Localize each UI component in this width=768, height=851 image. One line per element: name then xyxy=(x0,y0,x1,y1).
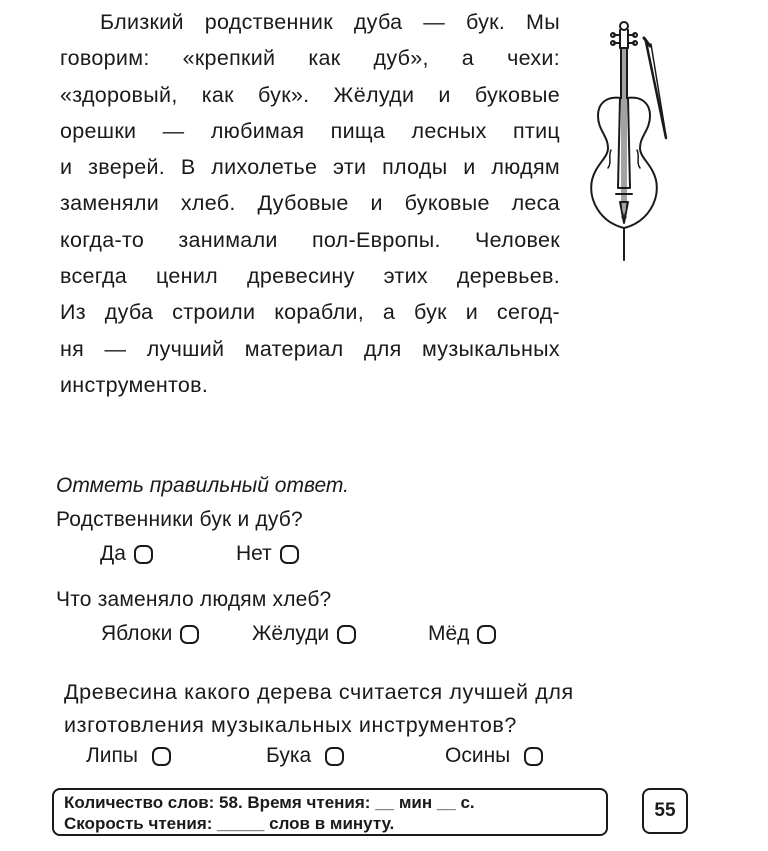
question-2: Что заменяло людям хлеб? xyxy=(56,588,332,611)
option-label: Нет xyxy=(236,542,272,565)
word-count-line: Количество слов: 58. Время чтения: __ мин __ с. xyxy=(64,793,475,812)
answer-checkbox[interactable] xyxy=(134,545,153,564)
passage-line: инструментов. xyxy=(60,372,209,397)
reading-stats-box xyxy=(52,788,608,836)
option-label: Жёлуди xyxy=(252,622,330,645)
option-label: Бука xyxy=(266,744,312,767)
option-label: Да xyxy=(100,542,126,565)
cello-icon xyxy=(578,18,678,263)
option-aspen[interactable] xyxy=(445,744,543,768)
answer-checkbox[interactable] xyxy=(180,625,199,644)
passage-line: заменяли хлеб. Дубовые и буковые леса xyxy=(60,191,560,216)
passage-line: орешки — любимая пища лесных птиц xyxy=(60,118,560,143)
passage-line: когда-то занимали пол-Европы. Человек xyxy=(60,227,560,252)
passage-line: ня — лучший материал для музыкальных xyxy=(60,336,560,361)
answer-checkbox[interactable] xyxy=(337,625,356,644)
option-linden[interactable] xyxy=(86,744,171,768)
question-3 xyxy=(64,676,574,742)
answer-checkbox[interactable] xyxy=(280,545,299,564)
passage-line: и зверей. В лихолетье эти плоды и людям xyxy=(60,155,560,180)
answer-checkbox[interactable] xyxy=(524,747,543,766)
answer-checkbox[interactable] xyxy=(477,625,496,644)
passage-line: Из дуба строили корабли, а бук и сегод- xyxy=(60,300,560,325)
question-line: Древесина какого дерева считается лучшей для xyxy=(64,680,574,704)
reading-speed-line: Скорость чтения: _____ слов в минуту. xyxy=(64,814,395,833)
question-1: Родственники бук и дуб? xyxy=(56,508,303,531)
option-label: Осины xyxy=(445,744,511,767)
answer-checkbox[interactable] xyxy=(152,747,171,766)
page-number: 55 xyxy=(642,788,688,834)
option-label: Мёд xyxy=(428,622,470,645)
instruction-text: Отметь правильный ответ. xyxy=(56,474,349,497)
option-label: Яблоки xyxy=(101,622,173,645)
option-beech[interactable] xyxy=(266,744,344,768)
option-yes[interactable] xyxy=(100,542,153,566)
passage-line: «здоровый, как бук». Жёлуди и буковые xyxy=(60,82,560,107)
option-no[interactable] xyxy=(236,542,299,566)
reading-passage xyxy=(60,4,560,403)
option-apples[interactable] xyxy=(101,622,199,646)
passage-line: всегда ценил древесину этих деревьев. xyxy=(60,264,560,289)
answer-checkbox[interactable] xyxy=(325,747,344,766)
passage-line: говорим: «крепкий как дуб», а чехи: xyxy=(60,46,560,71)
passage-line: Близкий родственник дуба — бук. Мы xyxy=(100,10,560,34)
question-line: изготовления музыкальных инструментов? xyxy=(64,713,517,737)
option-honey[interactable] xyxy=(428,622,496,646)
option-label: Липы xyxy=(86,744,138,767)
option-acorns[interactable] xyxy=(252,622,356,646)
